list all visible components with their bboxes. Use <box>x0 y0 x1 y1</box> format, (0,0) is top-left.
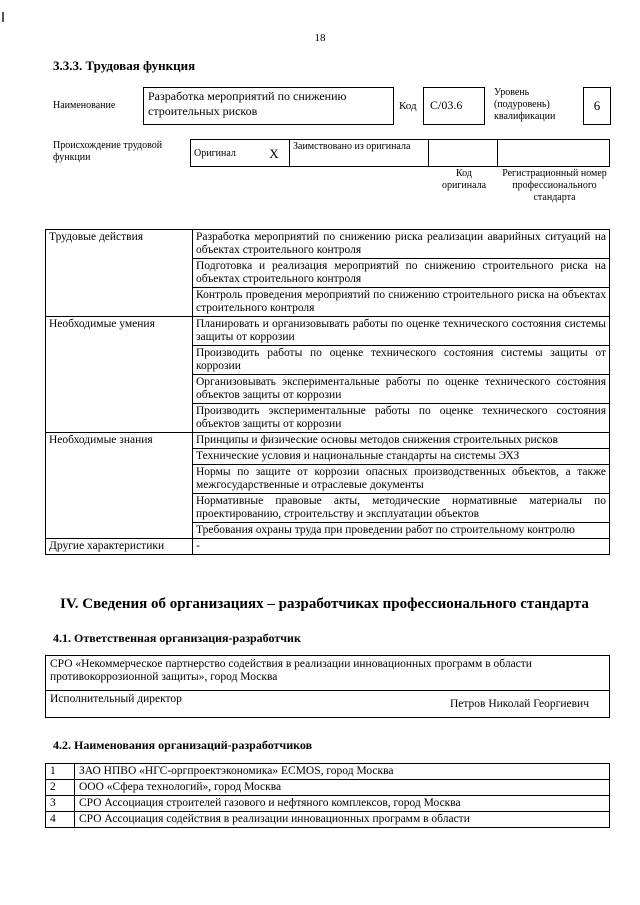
actions-label: Трудовые действия <box>46 230 193 317</box>
part4-sub2: 4.2. Наименования организаций-разработчиков <box>53 738 313 752</box>
knowledge-item: Принципы и физические основы методов снижения строительных рисков <box>193 433 610 449</box>
origin-label: Происхождение трудовой функции <box>53 140 163 163</box>
director-name: Петров Николай Георгиевич <box>310 691 610 718</box>
knowledge-item: Требования охраны труда при проведении работ по строительному контролю <box>193 523 610 539</box>
developer-num: 3 <box>46 796 75 812</box>
developer-num: 4 <box>46 812 75 828</box>
other-label: Другие характеристики <box>46 539 193 555</box>
action-item: Подготовка и реализация мероприятий по снижению строительного риска на объектах строительного контроля <box>193 259 610 288</box>
section-title: 3.3.3. Трудовая функция <box>53 58 196 73</box>
reg-number-label: Регистрационный номер профессионального стандарта <box>502 168 607 203</box>
responsible-org-table <box>45 655 610 718</box>
labor-function-table <box>45 229 610 555</box>
developer-name: СРО Ассоциация содействия в реализации инновационных программ в области <box>75 812 610 828</box>
part4-title: IV. Сведения об организациях – разработчиках профессионального стандарта <box>60 596 589 612</box>
developer-name: ЗАО НПВО «НГС-оргпроектэкономика» ECMOS, город Москва <box>75 764 610 780</box>
org-name: СРО «Некоммерческое партнерство содействия в реализации инновационных программ в области противокоррозионной защиты», город Москва <box>46 656 610 691</box>
knowledge-label: Необходимые знания <box>46 433 193 539</box>
level-label: Уровень (подуровень) квалификации <box>494 87 556 122</box>
knowledge-item: Нормативные правовые акты, методические нормативные материалы по проектированию, строительству и эксплуатации объектов <box>193 494 610 523</box>
skill-item: Производить экспериментальные работы по оценке технического состояния объектов защиты от коррозии <box>193 404 610 433</box>
code-original-cell <box>429 140 498 167</box>
function-name-box: Разработка мероприятий по снижению строительных рисков <box>143 87 394 125</box>
original-mark: X <box>259 140 290 167</box>
developer-name: СРО Ассоциация строителей газового и нефтяного комплексов, город Москва <box>75 796 610 812</box>
reg-number-cell <box>498 140 610 167</box>
action-item: Разработка мероприятий по снижению риска реализации аварийных ситуаций на объектах строительного контроля <box>193 230 610 259</box>
knowledge-item: Технические условия и национальные стандарты на системы ЭХЗ <box>193 449 610 465</box>
code-original-label: Код оригинала <box>441 168 487 191</box>
code-label: Код <box>399 100 417 112</box>
skill-item: Планировать и организовывать работы по оценке технического состояния системы защиты от коррозии <box>193 317 610 346</box>
skill-item: Организовывать экспериментальные работы по оценке технического состояния объектов защиты от коррозии <box>193 375 610 404</box>
part4-sub1: 4.1. Ответственная организация-разработчик <box>53 631 301 645</box>
page-number: 18 <box>314 32 326 44</box>
scan-mark <box>2 12 4 22</box>
developer-name: ООО «Сфера технологий», город Москва <box>75 780 610 796</box>
developer-num: 1 <box>46 764 75 780</box>
level-value-box: 6 <box>583 87 611 125</box>
developer-num: 2 <box>46 780 75 796</box>
skill-item: Производить работы по оценке технического состояния системы защиты от коррозии <box>193 346 610 375</box>
borrowed-label: Заимствовано из оригинала <box>290 140 429 167</box>
knowledge-item: Нормы по защите от коррозии опасных производственных объектов, а также межгосударственные и отраслевые документы <box>193 465 610 494</box>
director-title: Исполнительный директор <box>46 691 310 718</box>
action-item: Контроль проведения мероприятий по снижению строительного риска на объектах строительного контроля <box>193 288 610 317</box>
skills-label: Необходимые умения <box>46 317 193 433</box>
code-value-box: С/03.6 <box>423 87 485 125</box>
developers-table <box>45 763 610 828</box>
name-label: Наименование <box>53 100 116 111</box>
origin-table <box>190 139 610 167</box>
original-label: Оригинал <box>191 140 260 167</box>
other-value: - <box>193 539 610 555</box>
